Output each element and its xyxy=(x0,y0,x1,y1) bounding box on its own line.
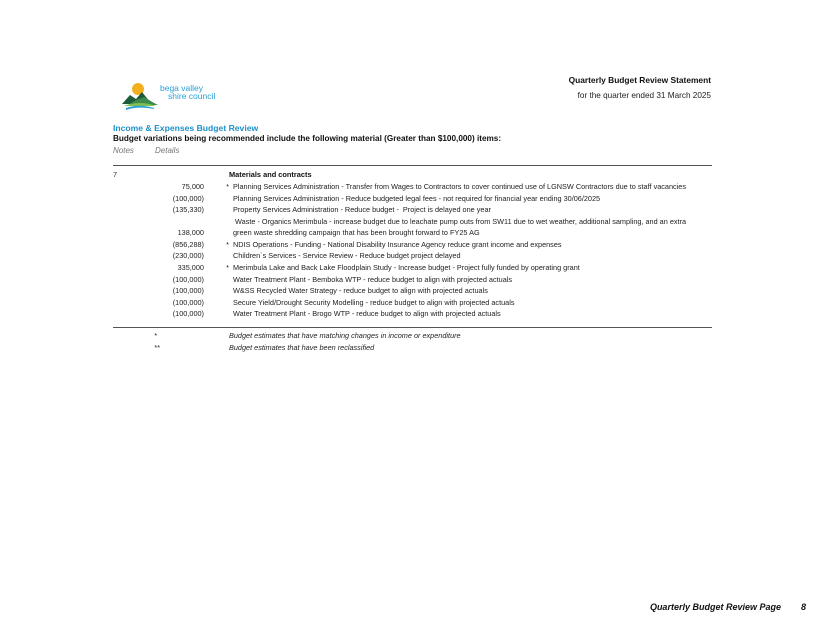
variation-row xyxy=(113,308,713,320)
logo-text-line2: shire council xyxy=(168,91,216,101)
variation-description-line: Water Treatment Plant - Bemboka WTP - reduce budget to align with projected actuals xyxy=(233,274,513,284)
section-subtitle: Budget variations being recommended include the following material (Greater than $100,000) items: xyxy=(113,134,502,143)
variation-amount: (100,000) xyxy=(172,297,204,307)
variation-description-line: Water Treatment Plant - Brogo WTP - reduce budget to align with projected actuals xyxy=(233,309,501,319)
variation-description xyxy=(229,181,713,193)
variation-row xyxy=(113,297,713,309)
bottom-divider xyxy=(113,327,712,328)
report-title: Quarterly Budget Review Statement xyxy=(568,75,711,85)
column-header-notes: Notes xyxy=(113,146,134,155)
variation-row xyxy=(113,262,713,274)
variation-description-line: W&SS Recycled Water Strategy - reduce budget to align with projected actuals xyxy=(233,286,488,296)
variation-amount: 75,000 xyxy=(181,182,204,191)
council-logo xyxy=(120,78,220,112)
variation-row xyxy=(113,216,713,239)
page-footer xyxy=(650,602,806,612)
variation-row xyxy=(113,193,713,205)
variation-amount: (135,330) xyxy=(172,205,204,215)
variation-description-line: Merimbula Lake and Back Lake Floodplain Study - Increase budget - Project fully funded by operating grant xyxy=(233,262,580,272)
variation-description xyxy=(229,285,713,297)
footer-label: Quarterly Budget Review Page xyxy=(649,602,781,612)
variation-description xyxy=(229,297,713,309)
column-header-details: Details xyxy=(155,146,180,155)
variation-description-line: Secure Yield/Drought Security Modelling - reduce budget to align with projected actuals xyxy=(233,297,515,307)
variation-marker: * xyxy=(226,182,229,191)
variation-amount: 335,000 xyxy=(177,262,204,272)
variation-marker: * xyxy=(226,239,229,249)
variation-description xyxy=(229,193,713,205)
page-number: 8 xyxy=(800,602,806,612)
variation-description-line: Planning Services Administration - Reduce budgeted legal fees - not required for financial year ending 30/06/2025 xyxy=(233,193,601,203)
logo-text-line1: bega valley xyxy=(160,83,204,93)
variation-description xyxy=(229,250,713,262)
variation-description-line: NDIS Operations - Funding - National Disability Insurance Agency reduce grant income and expenses xyxy=(233,239,562,249)
footnote-mark: * xyxy=(154,331,157,340)
variation-amount: (100,000) xyxy=(172,309,204,319)
report-period: for the quarter ended 31 March 2025 xyxy=(577,91,711,100)
top-divider xyxy=(113,165,712,166)
variation-row xyxy=(113,239,713,251)
variation-description-line: Property Services Administration - Reduce budget - Project is delayed one year xyxy=(233,205,491,215)
variation-description-line: green waste shredding campaign that has been brought forward to FY25 AG xyxy=(233,228,480,238)
variation-amount: (230,000) xyxy=(172,251,204,261)
footnote-text: Budget estimates that have matching changes in income or expenditure xyxy=(229,331,461,340)
variation-amount: (856,288) xyxy=(172,239,204,249)
variation-row xyxy=(113,181,713,193)
variation-marker: * xyxy=(226,262,229,272)
variation-description xyxy=(229,216,713,239)
variation-amount: (100,000) xyxy=(172,193,204,203)
variation-row xyxy=(113,274,713,286)
variation-row xyxy=(113,204,713,216)
section-title: Income & Expenses Budget Review xyxy=(113,123,259,133)
variation-description xyxy=(229,274,713,286)
variation-row xyxy=(113,250,713,262)
variation-description-line: Children`s Services - Service Review - Reduce budget project delayed xyxy=(233,251,461,261)
variation-description-line: Waste - Organics Merimbula - increase budget due to leachate pump outs from SW11 due to wet weather, additional sampling, and an extra xyxy=(233,216,687,226)
variation-description-line: Planning Services Administration - Transfer from Wages to Contractors to cover continued use of LGNSW Contractors due to staff vacancies xyxy=(233,182,687,191)
group-heading: Materials and contracts xyxy=(229,170,312,179)
variation-list xyxy=(113,181,713,320)
variation-description xyxy=(229,262,713,274)
logo-water xyxy=(126,106,154,110)
footnote-mark: ** xyxy=(154,343,160,352)
variation-description xyxy=(229,308,713,320)
variation-amount: (100,000) xyxy=(172,274,204,284)
variation-row xyxy=(113,285,713,297)
council-logo-graphic xyxy=(120,78,220,112)
footnote-text: Budget estimates that have been reclassified xyxy=(229,343,375,352)
variation-amount: (100,000) xyxy=(172,286,204,296)
variation-amount: 138,000 xyxy=(177,228,204,238)
variation-description xyxy=(229,204,713,216)
note-number: 7 xyxy=(113,170,118,179)
variation-description xyxy=(229,239,713,251)
